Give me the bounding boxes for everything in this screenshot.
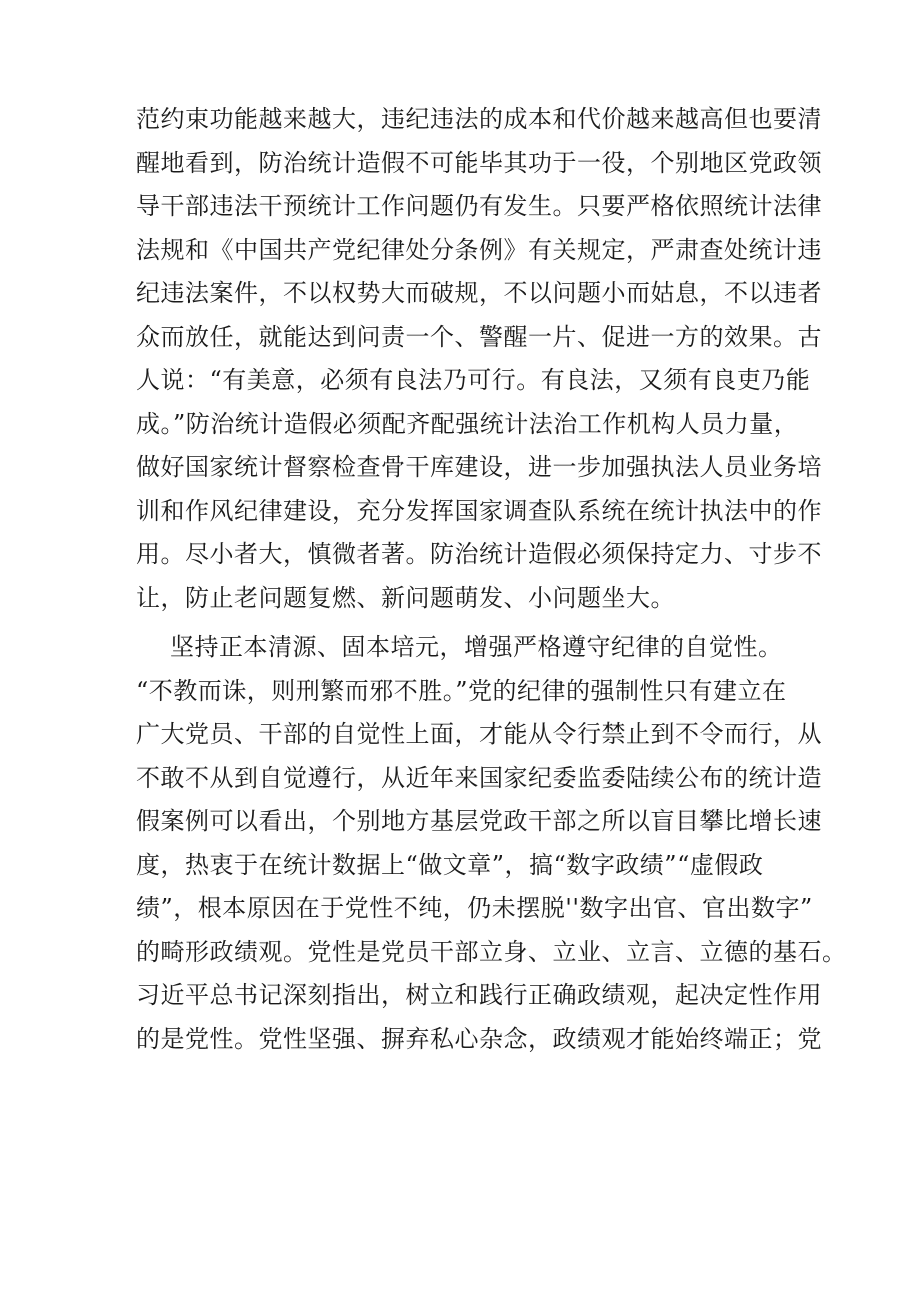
text-line: 的畸形政绩观。党性是党员干部立身、立业、立言、立德的基石。 [136,937,847,966]
text-line: 绩”，根本原因在于党性不纯，仍未摆脱''数字出官、官出数字” [136,894,813,922]
text-line: 的是党性。党性坚强、摒弃私心杂念，政绩观才能始终端正；党 [136,1024,822,1053]
text-line: 做好国家统计督察检查骨干库建设，进一步加强执法人员业务培 [136,453,822,481]
text-line: 法规和《中国共产党纪律处分条例》有关规定，严肃查处统计违 [136,235,822,264]
paragraph-heading-line: 坚持正本清源、固本培元，增强严格遵守纪律的自觉性。 [170,633,783,661]
document-body [136,98,847,1061]
text-line: 习近平总书记深刻指出，树立和践行正确政绩观，起决定性作用 [136,981,822,1009]
text-line: 假案例可以看出，个别地方基层党政干部之所以盲目攀比增长速 [136,807,822,835]
text-line: 用。尽小者大，慎微者著。防治统计造假必须保持定力、寸步不 [136,540,822,568]
text-line: 广大党员、干部的自觉性上面，才能从令行禁止到不令而行，从 [136,720,822,748]
text-line: 纪违法案件，不以权势大而破规，不以问题小而姑息，不以违者 [136,279,822,307]
text-line: 众而放任，就能达到问责一个、警醒一片、促进一方的效果。古 [136,322,822,351]
text-line: 让，防止老问题复燃、新问题萌发、小问题坐大。 [136,583,675,612]
text-line: 训和作风纪律建设，充分发挥国家调查队系统在统计执法中的作 [136,496,822,525]
paragraph-1 [136,98,822,620]
paragraph-2 [136,626,847,1061]
text-line: 人说：“有美意，必须有良法乃可行。有良法，又须有良吏乃能 [136,366,811,394]
text-line: 范约束功能越来越大，违纪违法的成本和代价越来越高但也要清 [136,105,822,133]
text-line: 成。”防治统计造假必须配齐配强统计法治工作机构人员力量， [136,409,799,438]
text-line: 醒地看到，防治统计造假不可能毕其功于一役，个别地区党政领 [136,148,822,177]
text-line: 导干部违法干预统计工作问题仍有发生。只要严格依照统计法律 [136,192,822,220]
text-line: 度，热衷于在统计数据上“做文章”，搞“数字政绩”“虚假政 [136,850,764,879]
text-line: “不教而诛，则刑繁而邪不胜。”党的纪律的强制性只有建立在 [136,676,787,705]
text-line: 不敢不从到自觉遵行，从近年来国家纪委监委陆续公布的统计造 [136,763,822,792]
